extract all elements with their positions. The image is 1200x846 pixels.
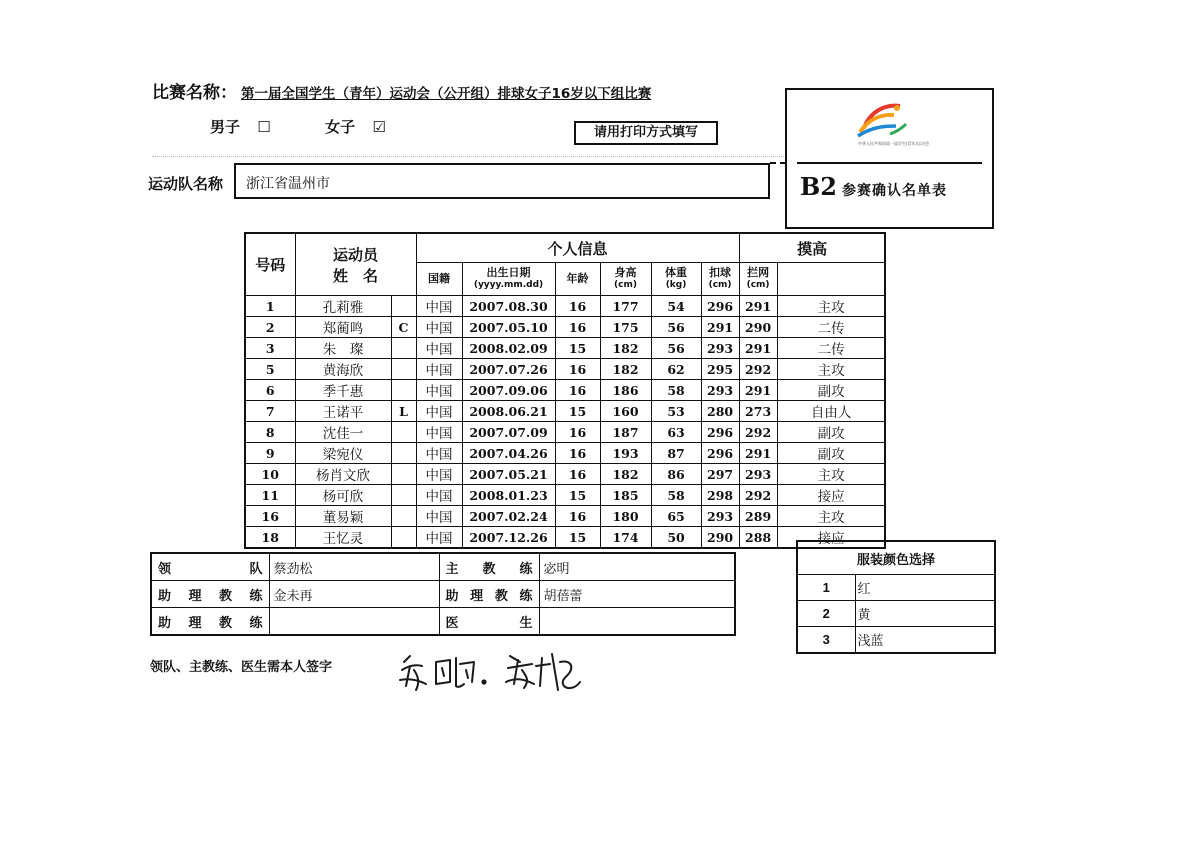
player-spike-reach: 296	[701, 422, 739, 443]
connector-line	[770, 162, 786, 164]
player-block-reach: 290	[739, 317, 777, 338]
player-block-reach: 291	[739, 443, 777, 464]
player-name: 梁宛仪	[295, 443, 391, 464]
player-height: 186	[600, 380, 651, 401]
player-age: 16	[555, 506, 600, 527]
player-name: 杨可欣	[295, 485, 391, 506]
player-height: 177	[600, 296, 651, 317]
player-position: 副攻	[777, 443, 885, 464]
player-height: 175	[600, 317, 651, 338]
player-birth-date: 2007.02.24	[462, 506, 555, 527]
head-coach-label: 主教练	[439, 553, 539, 581]
asst-coach-label-3: 助理教练	[151, 608, 269, 636]
player-height: 182	[600, 338, 651, 359]
player-block-reach: 291	[739, 296, 777, 317]
form-name: 参赛确认名单表	[842, 183, 947, 199]
player-height: 160	[600, 401, 651, 422]
player-number: 9	[245, 443, 295, 464]
logo-divider	[797, 162, 982, 164]
player-position: 二传	[777, 338, 885, 359]
player-nationality: 中国	[416, 464, 462, 485]
player-spike-reach: 290	[701, 527, 739, 549]
player-weight: 65	[651, 506, 701, 527]
player-position: 主攻	[777, 296, 885, 317]
player-name: 季千惠	[295, 380, 391, 401]
color-option-value[interactable]: 黄	[855, 601, 995, 627]
player-number: 16	[245, 506, 295, 527]
table-row	[245, 380, 885, 401]
player-nationality: 中国	[416, 296, 462, 317]
player-age: 16	[555, 359, 600, 380]
player-number: 11	[245, 485, 295, 506]
player-number: 2	[245, 317, 295, 338]
male-checkbox[interactable]: ☐	[257, 118, 271, 136]
player-position: 接应	[777, 527, 885, 549]
doctor-value[interactable]	[539, 608, 735, 636]
player-name: 王诺平	[295, 401, 391, 422]
color-option-number: 3	[797, 627, 855, 654]
player-position: 接应	[777, 485, 885, 506]
player-role-mark	[391, 485, 416, 506]
player-spike-reach: 297	[701, 464, 739, 485]
player-height: 182	[600, 464, 651, 485]
signature-note: 领队、主教练、医生需本人签字	[150, 660, 333, 675]
table-row	[245, 338, 885, 359]
team-name: 浙江省温州市	[246, 176, 330, 192]
player-number: 3	[245, 338, 295, 359]
player-role-mark	[391, 464, 416, 485]
player-block-reach: 289	[739, 506, 777, 527]
event-label: 比赛名称：	[152, 83, 237, 103]
logo-caption: 中华人民共和国第一届学生(青年)运动会	[858, 141, 930, 146]
player-spike-reach: 293	[701, 380, 739, 401]
staff-table	[150, 552, 736, 636]
player-spike-reach: 295	[701, 359, 739, 380]
player-height: 193	[600, 443, 651, 464]
player-height: 185	[600, 485, 651, 506]
player-number: 6	[245, 380, 295, 401]
player-weight: 56	[651, 338, 701, 359]
table-row	[245, 422, 885, 443]
player-role-mark	[391, 422, 416, 443]
player-spike-reach: 296	[701, 443, 739, 464]
gender-row	[210, 116, 386, 137]
player-position: 二传	[777, 317, 885, 338]
player-name: 孔莉雅	[295, 296, 391, 317]
player-height: 187	[600, 422, 651, 443]
table-row	[245, 527, 885, 549]
height-header: 身高 (cm)	[600, 263, 651, 296]
uniform-color-table	[796, 540, 996, 654]
event-name: 第一届全国学生（青年）运动会（公开组）排球女子16岁以下组比赛	[241, 86, 652, 102]
player-name: 王忆灵	[295, 527, 391, 549]
player-weight: 58	[651, 380, 701, 401]
asst-coach-3-value[interactable]	[269, 608, 439, 636]
player-nationality: 中国	[416, 485, 462, 506]
player-nationality: 中国	[416, 401, 462, 422]
table-row	[245, 401, 885, 422]
asst-coach-label: 助理教练	[151, 581, 269, 608]
player-birth-date: 2008.01.23	[462, 485, 555, 506]
player-role-mark: L	[391, 401, 416, 422]
player-position: 主攻	[777, 464, 885, 485]
player-role-mark	[391, 359, 416, 380]
player-name: 董易颖	[295, 506, 391, 527]
player-role-mark	[391, 380, 416, 401]
player-spike-reach: 296	[701, 296, 739, 317]
player-number: 5	[245, 359, 295, 380]
player-name: 郑蔺鸣	[295, 317, 391, 338]
player-block-reach: 273	[739, 401, 777, 422]
player-nationality: 中国	[416, 422, 462, 443]
player-role-mark	[391, 443, 416, 464]
player-nationality: 中国	[416, 317, 462, 338]
player-spike-reach: 298	[701, 485, 739, 506]
nationality-header: 国籍	[416, 263, 462, 296]
player-nationality: 中国	[416, 443, 462, 464]
player-nationality: 中国	[416, 338, 462, 359]
player-birth-date: 2008.02.09	[462, 338, 555, 359]
player-nationality: 中国	[416, 359, 462, 380]
athlete-header: 运动员 姓 名	[295, 233, 416, 296]
player-weight: 63	[651, 422, 701, 443]
player-weight: 50	[651, 527, 701, 549]
head-coach-value[interactable]: 宓明	[539, 553, 735, 581]
color-option-value[interactable]: 浅蓝	[855, 627, 995, 654]
number-header: 号码	[245, 233, 295, 296]
player-birth-date: 2007.08.30	[462, 296, 555, 317]
player-age: 16	[555, 443, 600, 464]
player-age: 16	[555, 422, 600, 443]
player-position: 主攻	[777, 359, 885, 380]
player-birth-date: 2007.04.26	[462, 443, 555, 464]
female-label: 女子	[325, 118, 356, 136]
table-row	[245, 317, 885, 338]
player-birth-date: 2007.05.21	[462, 464, 555, 485]
player-age: 16	[555, 380, 600, 401]
player-height: 182	[600, 359, 651, 380]
player-name: 杨肖文欣	[295, 464, 391, 485]
player-weight: 56	[651, 317, 701, 338]
reach-header: 摸高	[739, 233, 885, 263]
player-position: 副攻	[777, 422, 885, 443]
player-number: 1	[245, 296, 295, 317]
player-number: 8	[245, 422, 295, 443]
event-title	[152, 78, 651, 103]
player-role-mark	[391, 296, 416, 317]
player-nationality: 中国	[416, 527, 462, 549]
leader-value[interactable]: 蔡劲松	[269, 553, 439, 581]
table-row	[245, 359, 885, 380]
divider	[152, 156, 784, 157]
doctor-label: 医生	[439, 608, 539, 636]
personal-info-header: 个人信息	[416, 233, 739, 263]
player-height: 180	[600, 506, 651, 527]
print-note: 请用打印方式填写	[574, 121, 718, 145]
age-header: 年龄	[555, 263, 600, 296]
player-role-mark: C	[391, 317, 416, 338]
player-birth-date: 2008.06.21	[462, 401, 555, 422]
player-block-reach: 292	[739, 359, 777, 380]
player-age: 16	[555, 296, 600, 317]
player-role-mark	[391, 527, 416, 549]
player-age: 15	[555, 338, 600, 359]
male-label: 男子	[210, 118, 241, 136]
player-block-reach: 292	[739, 485, 777, 506]
uniform-title: 服装颜色选择	[797, 541, 995, 575]
player-birth-date: 2007.09.06	[462, 380, 555, 401]
player-position: 自由人	[777, 401, 885, 422]
player-role-mark	[391, 506, 416, 527]
asst-coach-1-value[interactable]: 金未再	[269, 581, 439, 608]
player-block-reach: 293	[739, 464, 777, 485]
form-id: B2	[800, 172, 837, 201]
player-spike-reach: 293	[701, 506, 739, 527]
player-age: 15	[555, 401, 600, 422]
leader-label: 领队	[151, 553, 269, 581]
player-nationality: 中国	[416, 506, 462, 527]
player-nationality: 中国	[416, 380, 462, 401]
asst-coach-label-2: 助理教练	[439, 581, 539, 608]
birth-date-header: 出生日期 (yyyy.mm.dd)	[462, 263, 555, 296]
weight-header: 体重 (kg)	[651, 263, 701, 296]
games-logo-icon	[850, 98, 912, 140]
player-block-reach: 291	[739, 338, 777, 359]
player-weight: 53	[651, 401, 701, 422]
player-role-mark	[391, 338, 416, 359]
player-block-reach: 288	[739, 527, 777, 549]
table-row	[245, 506, 885, 527]
player-weight: 87	[651, 443, 701, 464]
team-label: 运动队名称	[148, 175, 224, 193]
player-birth-date: 2007.07.26	[462, 359, 555, 380]
color-option-value[interactable]: 红	[855, 575, 995, 601]
player-spike-reach: 280	[701, 401, 739, 422]
player-birth-date: 2007.05.10	[462, 317, 555, 338]
player-number: 18	[245, 527, 295, 549]
player-age: 16	[555, 464, 600, 485]
block-header: 拦网 (cm)	[739, 263, 777, 296]
player-birth-date: 2007.07.09	[462, 422, 555, 443]
player-weight: 62	[651, 359, 701, 380]
player-age: 15	[555, 527, 600, 549]
player-weight: 58	[651, 485, 701, 506]
player-position: 主攻	[777, 506, 885, 527]
color-option-number: 1	[797, 575, 855, 601]
player-number: 7	[245, 401, 295, 422]
player-block-reach: 292	[739, 422, 777, 443]
player-number: 10	[245, 464, 295, 485]
player-spike-reach: 291	[701, 317, 739, 338]
player-age: 15	[555, 485, 600, 506]
player-name: 沈佳一	[295, 422, 391, 443]
player-name: 黄海欣	[295, 359, 391, 380]
table-row	[245, 296, 885, 317]
player-weight: 86	[651, 464, 701, 485]
female-checkbox[interactable]: ☑	[372, 118, 386, 136]
player-block-reach: 291	[739, 380, 777, 401]
handwritten-signature	[392, 640, 602, 700]
table-row	[245, 485, 885, 506]
color-option-number: 2	[797, 601, 855, 627]
player-birth-date: 2007.12.26	[462, 527, 555, 549]
player-height: 174	[600, 527, 651, 549]
table-row	[245, 443, 885, 464]
roster-table	[244, 232, 886, 549]
player-age: 16	[555, 317, 600, 338]
player-weight: 54	[651, 296, 701, 317]
spike-header: 扣球 (cm)	[701, 263, 739, 296]
player-position: 副攻	[777, 380, 885, 401]
player-spike-reach: 293	[701, 338, 739, 359]
asst-coach-2-value[interactable]: 胡蓓蕾	[539, 581, 735, 608]
table-row	[245, 464, 885, 485]
player-name: 朱 璨	[295, 338, 391, 359]
